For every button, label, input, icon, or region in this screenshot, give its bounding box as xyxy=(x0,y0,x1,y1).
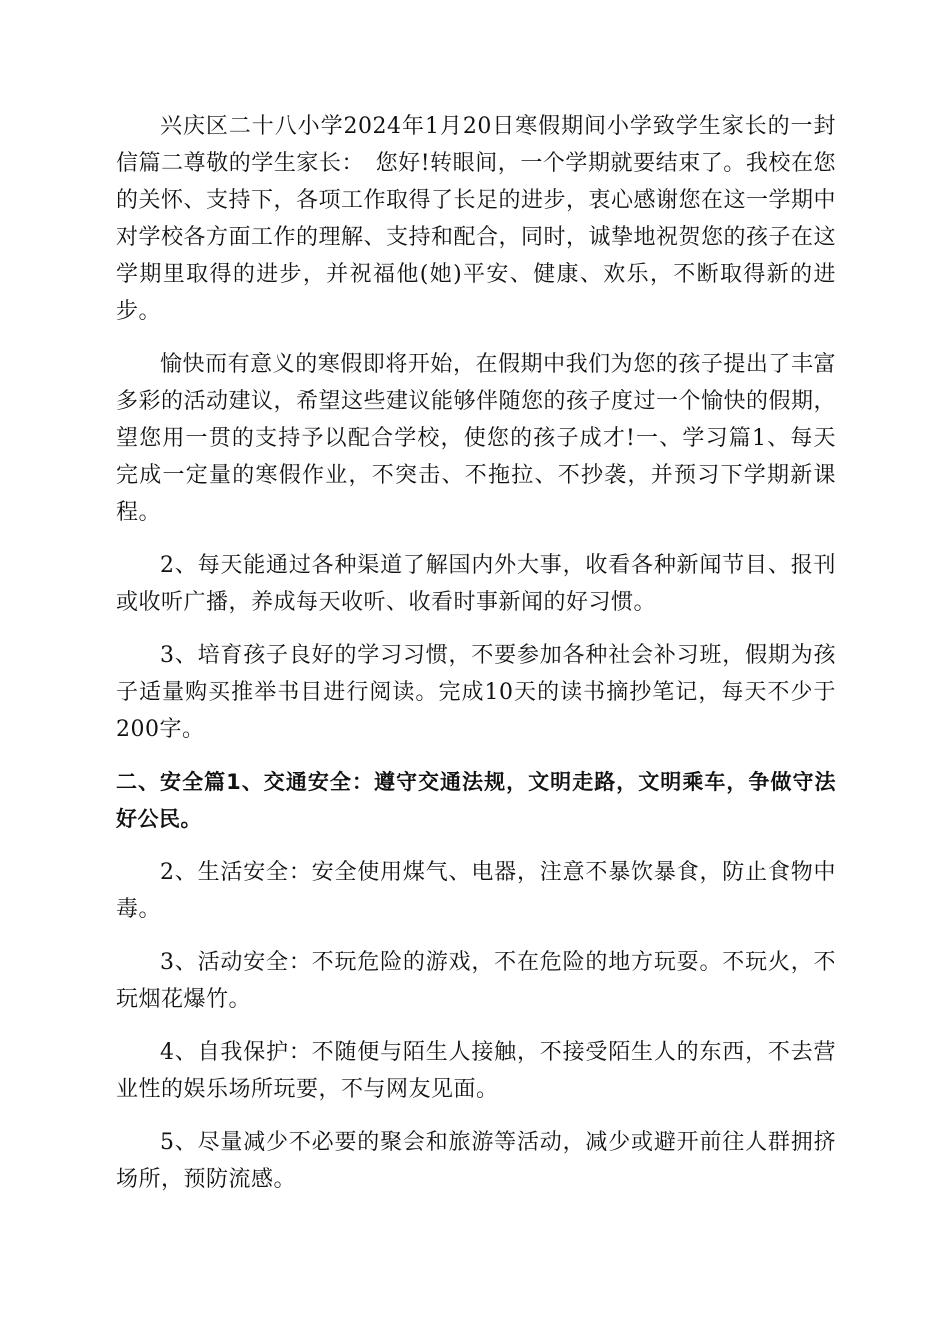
paragraph-intro: 兴庆区二十八小学2024年1月20日寒假期间小学致学生家长的一封信篇二尊敬的学生家长： 您好!转眼间，一个学期就要结束了。我校在您的关怀、支持下，各项工作取得了长足的进步，衷心感谢您在这一学期中对学校各方面工作的理解、支持和配合，同时，诚挚地祝贺您的孩子在这学期里取得的进步，并祝福他(她)平安、健康、欢乐，不断取得新的进步。 xyxy=(116,114,837,324)
paragraph-safety-4: 4、自我保护：不随便与陌生人接触，不接受陌生人的东西，不去营业性的娱乐场所玩要，不与网友见面。 xyxy=(116,1040,836,1102)
paragraph-safety-2: 2、生活安全：安全使用煤气、电器，注意不暴饮暴食，防止食物中毒。 xyxy=(116,860,836,922)
paragraph-study-3: 3、培育孩子良好的学习习惯，不要参加各种社会补习班，假期为孩子适量购买推举书目进行阅读。完成10天的读书摘抄笔记，每天不少于200字。 xyxy=(116,643,836,742)
paragraph-study-2: 2、每天能通过各种渠道了解国内外大事，收看各种新闻节目、报刊或收听广播，养成每天收听、收看时事新闻的好习惯。 xyxy=(116,553,836,615)
paragraph-safety-5: 5、尽量减少不必要的聚会和旅游等活动，减少或避开前往人群拥挤场所，预防流感。 xyxy=(116,1130,836,1192)
paragraph-holiday-study: 愉快而有意义的寒假即将开始，在假期中我们为您的孩子提出了丰富多彩的活动建议，希望这些建议能够伴随您的孩子度过一个愉快的假期，望您用一贯的支持予以配合学校，使您的孩子成才!一、学习篇1、每天完成一定量的寒假作业，不突击、不拖拉、不抄袭，并预习下学期新课程。 xyxy=(116,352,837,525)
paragraph-safety-heading: 二、安全篇1、交通安全：遵守交通法规，文明走路，文明乘车，争做守法好公民。 xyxy=(116,770,836,831)
document-page xyxy=(116,108,836,1214)
paragraph-safety-3: 3、活动安全：不玩危险的游戏，不在危险的地方玩耍。不玩火，不玩烟花爆竹。 xyxy=(116,950,836,1012)
